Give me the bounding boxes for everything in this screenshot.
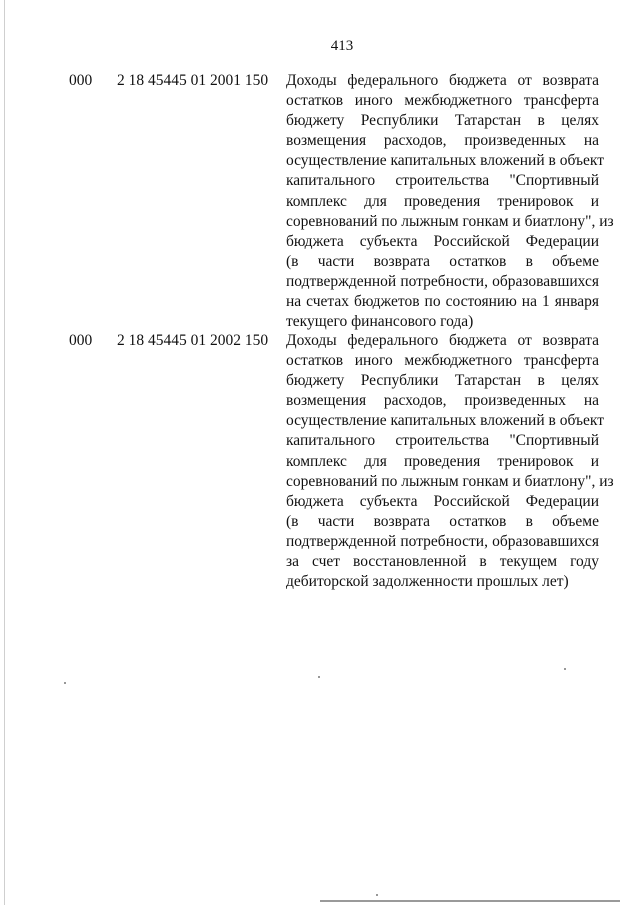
description-line: Доходы федерального бюджета от возврата — [286, 72, 599, 89]
description-line: комплекс для проведения тренировок и — [286, 452, 599, 470]
description-line: бюджета субъекта Российской Федерации — [286, 492, 599, 510]
description-line: остатков иного межбюджетного трансферта — [286, 352, 599, 370]
description-line: капитального строительства "Спортивный — [286, 172, 599, 190]
scan-bottom-edge — [320, 900, 620, 902]
description-line: комплекс для проведения тренировок и — [286, 192, 599, 210]
description-line: капитального строительства "Спортивный — [286, 432, 599, 450]
description-line: возмещения расходов, произведенных на — [286, 392, 599, 410]
description-line: на счетах бюджетов по состоянию на 1 января — [286, 293, 599, 311]
income-description — [286, 331, 614, 592]
scan-margin-edge — [4, 0, 5, 905]
description-line: соревнований по лыжным гонкам и биатлону", из — [286, 472, 614, 490]
description-line: возмещения расходов, произведенных на — [286, 132, 599, 150]
kbk-code: 2 18 45445 01 2001 150 — [117, 72, 269, 89]
description-line: осуществление капитальных вложений в объект — [286, 152, 604, 170]
description-line: остатков иного межбюджетного трансферта — [286, 92, 599, 110]
description-line: подтвержденной потребности, образовавшихся — [286, 532, 599, 550]
description-line: осуществление капитальных вложений в объект — [286, 412, 604, 430]
description-line: за счет восстановленной в текущем году — [286, 553, 599, 571]
description-line: (в части возврата остатков в объеме — [286, 252, 599, 270]
income-description — [286, 71, 614, 332]
admin-code: 000 — [69, 72, 93, 89]
description-line: соревнований по лыжным гонкам и биатлону", из — [286, 212, 614, 230]
kbk-code: 2 18 45445 01 2002 150 — [117, 332, 269, 349]
description-line: (в части возврата остатков в объеме — [286, 512, 599, 530]
scan-speck — [376, 894, 378, 896]
description-line: бюджету Республики Татарстан в целях — [286, 112, 599, 130]
scan-speck — [318, 676, 320, 678]
page-number: 413 — [330, 38, 354, 54]
description-line: дебиторской задолженности прошлых лет) — [286, 573, 569, 591]
scan-speck — [564, 668, 566, 670]
description-line: бюджету Республики Татарстан в целях — [286, 372, 599, 390]
description-line: подтвержденной потребности, образовавшихся — [286, 272, 599, 290]
description-line: бюджета субъекта Российской Федерации — [286, 232, 599, 250]
scan-speck — [64, 682, 66, 684]
description-line: текущего финансового года) — [286, 313, 474, 331]
admin-code: 000 — [69, 332, 93, 349]
description-line: Доходы федерального бюджета от возврата — [286, 332, 599, 349]
